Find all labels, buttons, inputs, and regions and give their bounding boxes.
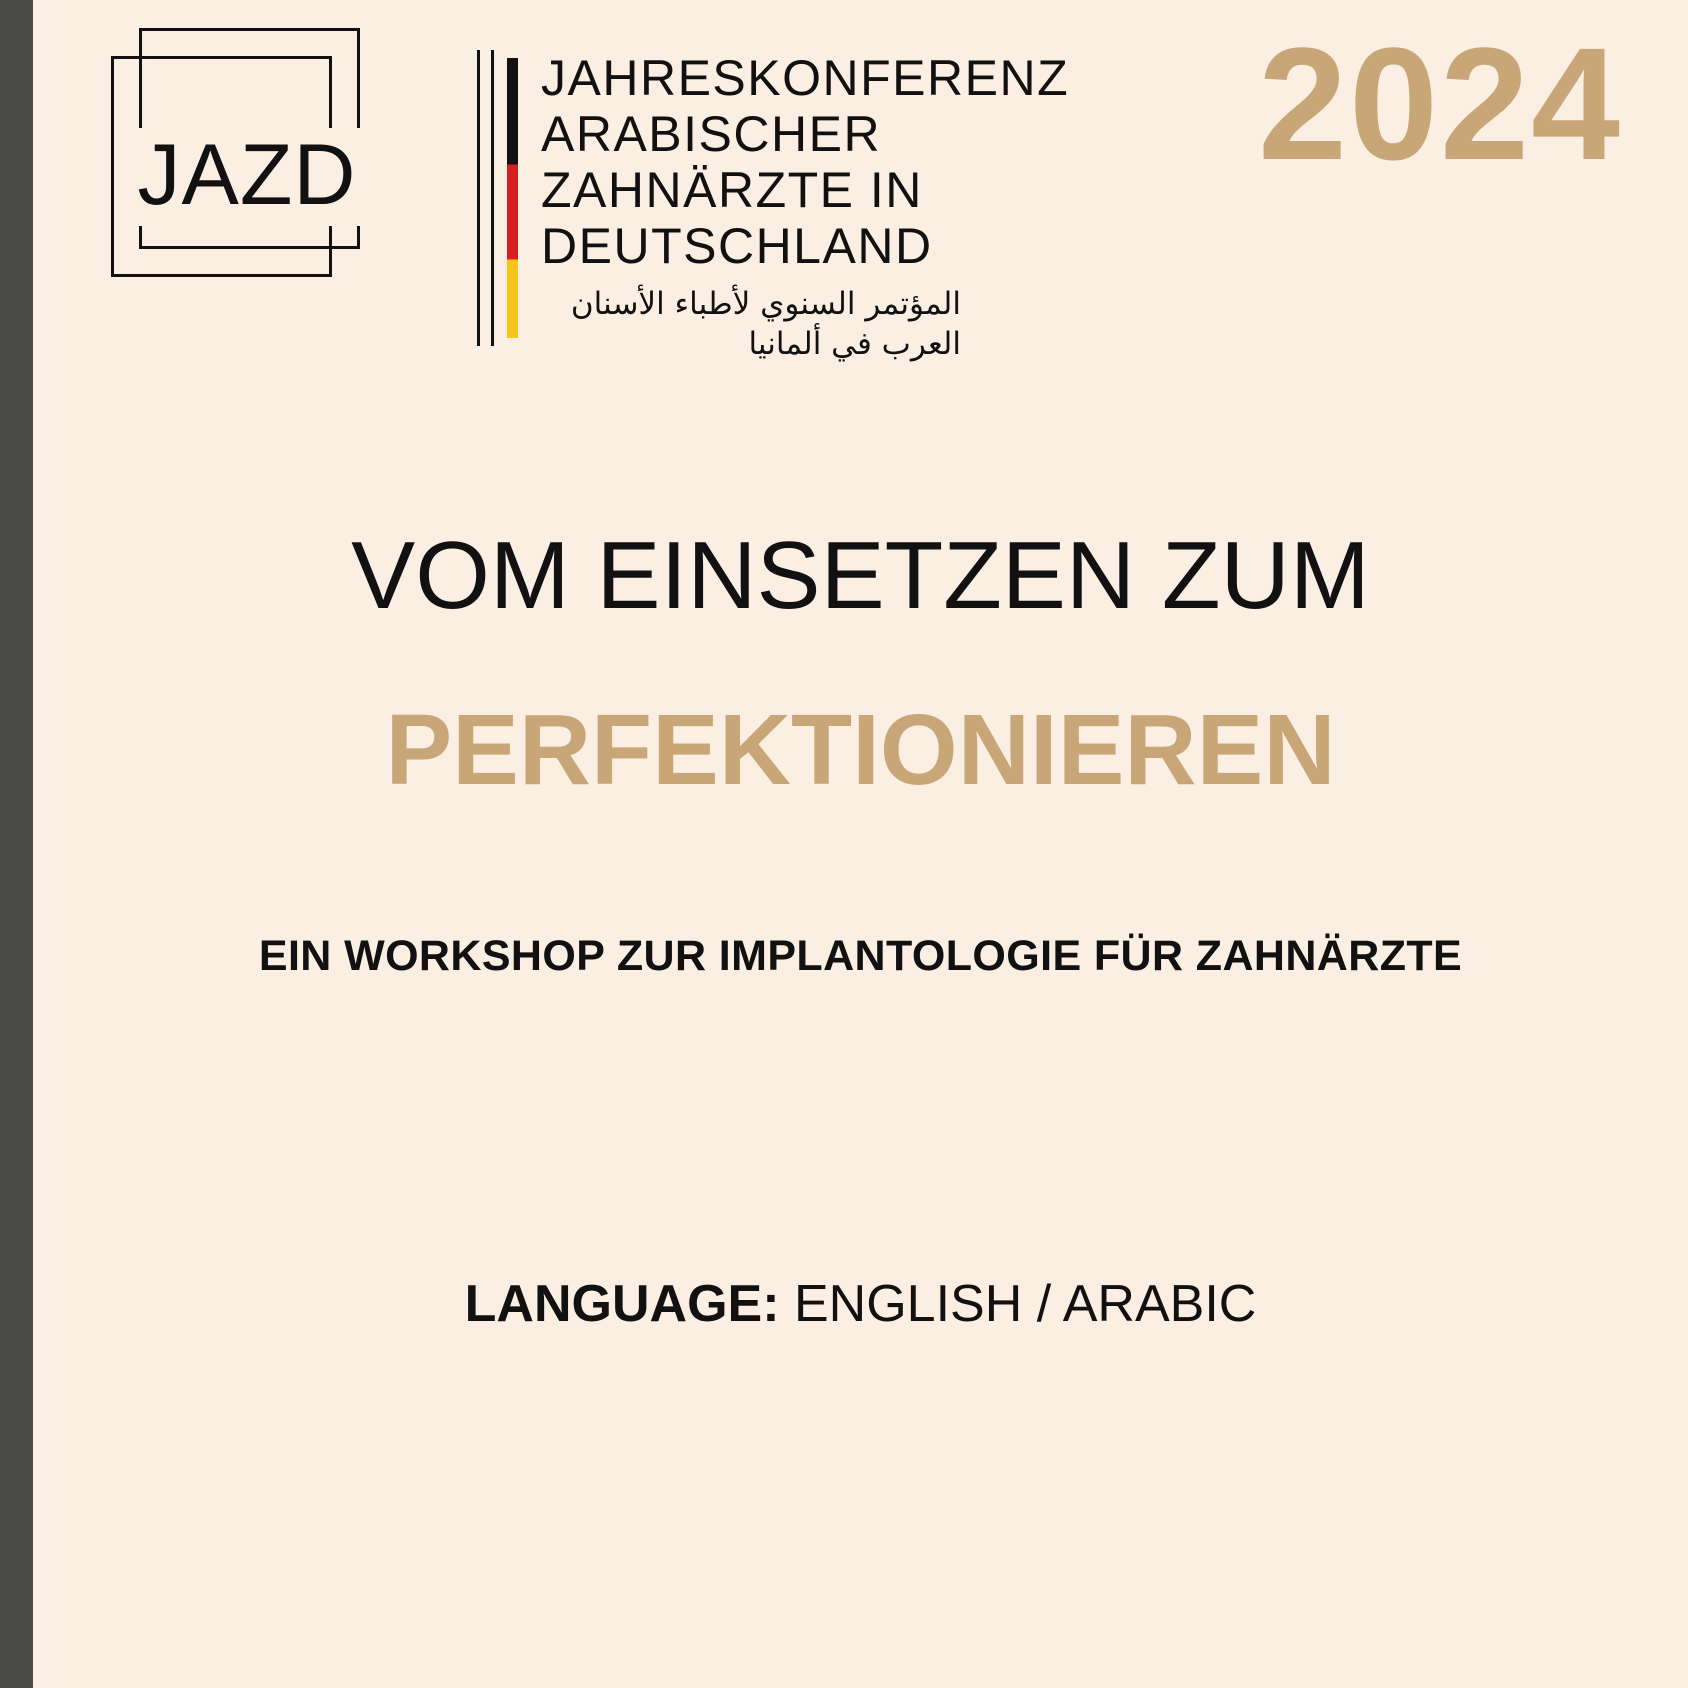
conference-name-line-3: ZAHNÄRZTE IN — [541, 162, 923, 218]
poster-subtitle: EIN WORKSHOP ZUR IMPLANTOLOGIE FÜR ZAHNÄRZTE — [258, 932, 1463, 980]
conference-name-line-2: ARABISCHER — [541, 106, 882, 162]
conference-name-line-1: JAHRESKONFERENZ — [541, 50, 1070, 106]
left-accent-bar — [0, 0, 33, 1688]
logo-divider — [467, 50, 523, 346]
year-label: 2024 — [1258, 14, 1622, 193]
jazd-monogram-text: JAZD — [137, 127, 357, 223]
conference-name — [541, 50, 1070, 364]
language-info — [33, 1272, 1688, 1336]
headline-line-2: PERFEKTIONIEREN — [385, 694, 1336, 806]
german-flag-icon — [507, 58, 518, 338]
language-value: ENGLISH / ARABIC — [793, 1275, 1257, 1333]
headline-line-1: VOM EINSETZEN ZUM — [351, 522, 1370, 629]
conference-name-arabic: المؤتمر السنوي لأطباء الأسنان العرب في ألمانيا — [570, 286, 961, 362]
poster-canvas — [33, 0, 1688, 1688]
jazd-logo — [111, 28, 1070, 362]
jazd-monogram-mark — [111, 28, 381, 298]
language-label: LANGUAGE: — [464, 1275, 780, 1333]
poster-headline — [33, 520, 1688, 806]
divider-rule-1 — [477, 50, 480, 346]
conference-name-line-4: DEUTSCHLAND — [541, 218, 933, 274]
divider-rule-2 — [491, 50, 494, 346]
poster-header — [33, 0, 1688, 360]
